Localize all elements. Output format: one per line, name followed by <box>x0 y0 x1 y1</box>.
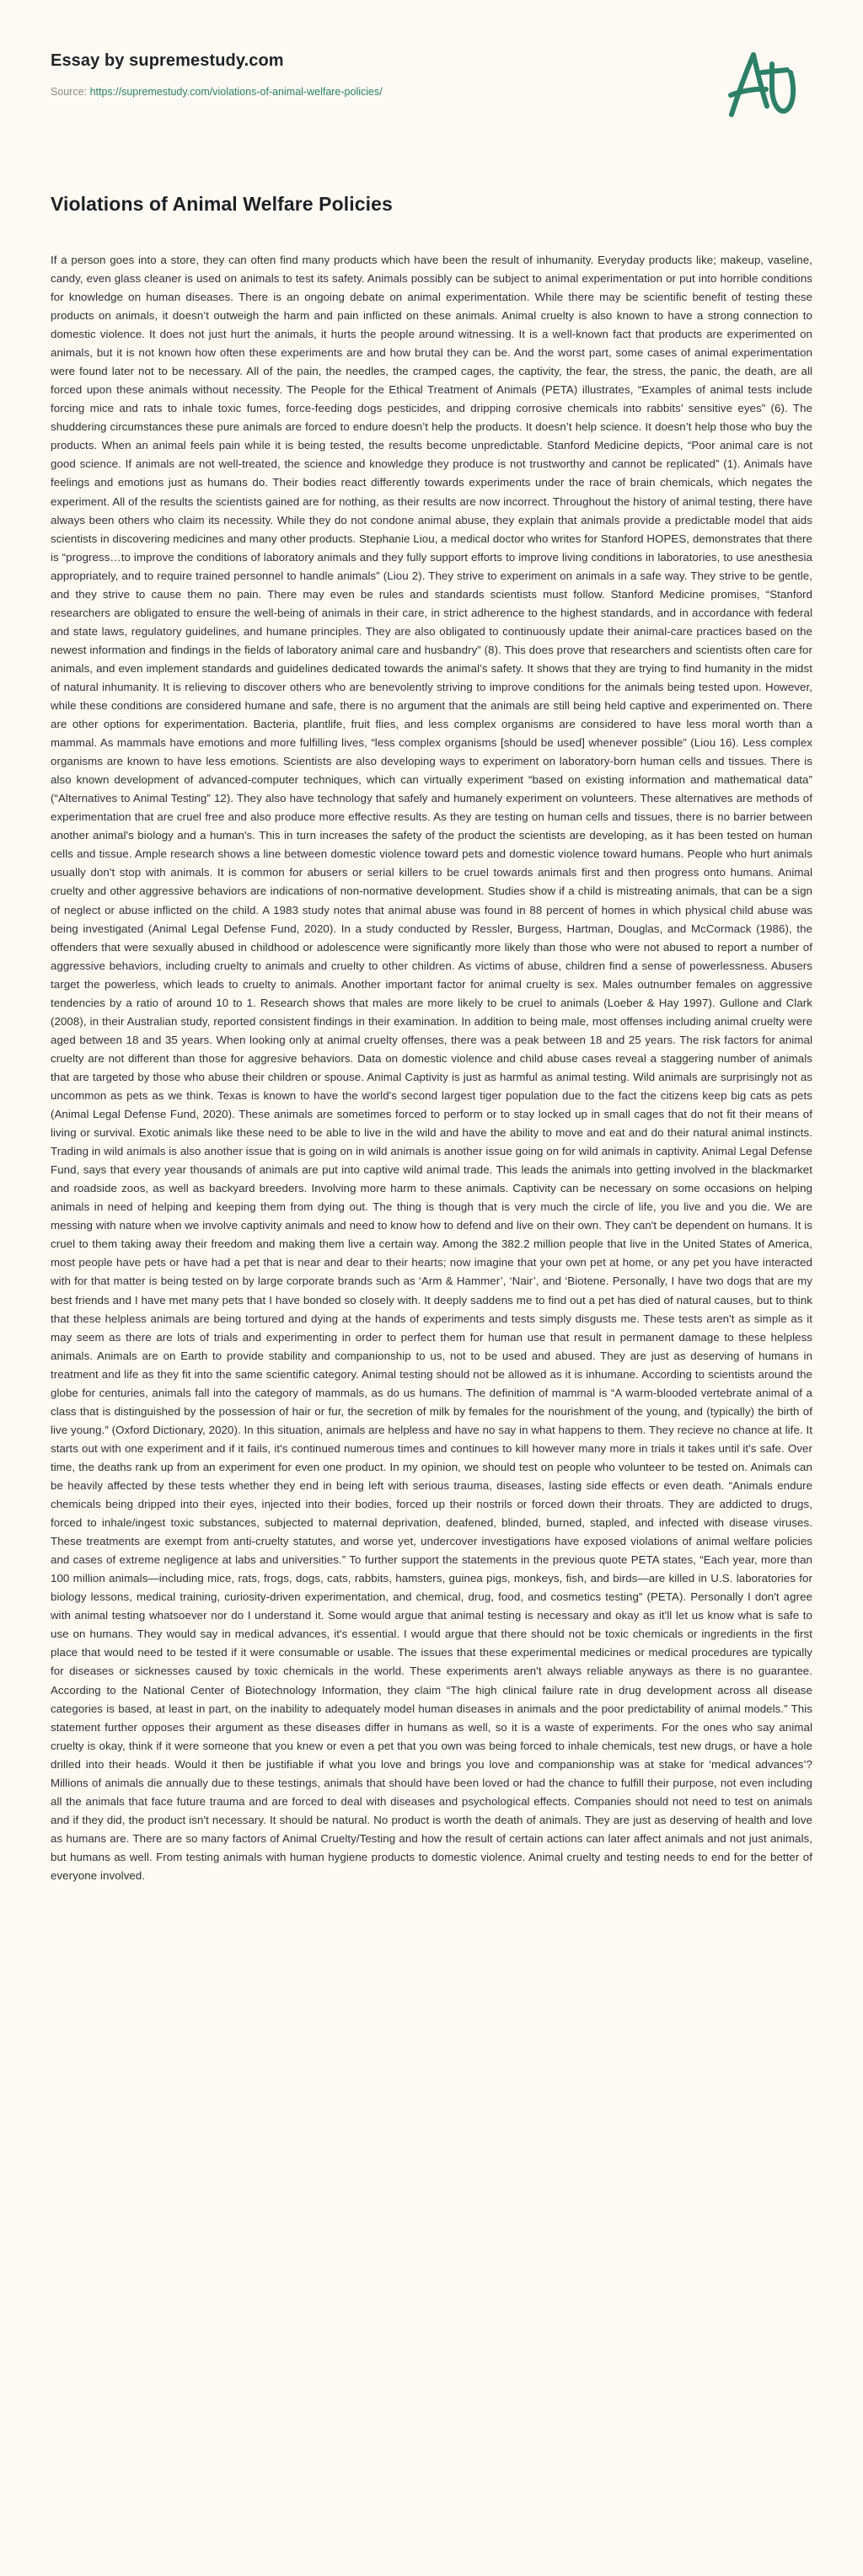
site-header <box>0 0 863 101</box>
aplus-logo-icon <box>725 44 797 121</box>
source-label: Source: <box>51 86 88 98</box>
document-body <box>0 192 863 1944</box>
essay-paragraph: If a person goes into a store, they can often find many products which have been the result of inhumanity. Everyday products like; makeup, vaseline, candy, even glass cleaner is used on animals to test its safety. Animals possibly can be subject to animal experimentation or put into horrible conditions for knowledge on human diseases. There is an ongoing debate on animal experimentation. While there may be scientific benefit of testing these products on animals, it doesn’t outweigh the harm and pain inflicted on these animals. Animal cruelty is also known to have a strong connection to domestic violence. It does not just hurt the animals, it hurts the people around witnessing. It is a well-known fact that products are experimented on animals, but it is not known how often these experiments are and how brutal they can be. And the worst part, some cases of animal experimentation were found later not to be necessary. All of the pain, the needles, the cramped cages, the captivity, the fear, the stress, the panic, the death, are all forced upon these animals without necessity. The People for the Ethical Treatment of Animals (PETA) illustrates, “Examples of animal tests include forcing mice and rats to inhale toxic fumes, force-feeding dogs pesticides, and dripping corrosive chemicals into rabbits’ sensitive eyes” (6). The shuddering circumstances these pure animals are forced to endure doesn’t help the products. It doesn’t help science. It doesn’t help those who buy the products. When an animal feels pain while it is being tested, the results become unpredictable. Stanford Medicine depicts, “Poor animal care is not good science. If animals are not well-treated, the science and knowledge they produce is not trustworthy and cannot be replicated” (1). Animals have feelings and emotions just as humans do. Their bodies react differently towards experiments under the race of brain chemicals, which negates the experiment. All of the results the scientists gained are for nothing, as their results are now incorrect. Throughout the history of animal testing, there have always been others who claim its necessity. While they do not condone animal abuse, they explain that animals provide a predictable model that aids scientists in discovering medicines and many other products. Stephanie Liou, a medical doctor who writes for Stanford HOPES, demonstrates that there is “progress…to improve the conditions of laboratory animals and they fully support efforts to improve living conditions in laboratories, to use anesthesia appropriately, and to require trained personnel to handle animals” (Liou 2). They strive to experiment on animals in a safe way. They strive to be gentle, and they strive to cause them no pain. There may even be rules and standards scientists must follow. Stanford Medicine promises, “Stanford researchers are obligated to ensure the well-being of animals in their care, in strict adherence to the highest standards, and in accordance with federal and state laws, regulatory guidelines, and humane principles. They are also obligated to continuously update their animal-care practices based on the newest information and findings in the fields of laboratory animal care and husbandry” (8). This does prove that researchers and scientists often care for animals, and even implement standards and guidelines dedicated towards the animal’s safety. It shows that they are trying to find humanity in the midst of natural inhumanity. It is relieving to discover others who are benevolently striving to improve conditions for the animals being tested upon. However, while these conditions are considered humane and safe, there is no argument that the animals are still being held captive and experimented on. There are other options for experimentation. Bacteria, plantlife, fruit flies, and less complex organisms are considered to have less moral worth than a mammal. As mammals have emotions and more fulfilling lives, “less complex organisms [should be used] whenever possible” (Liou 16). Less complex organisms are known to have less emotions. Scientists are also developing ways to experiment on laboratory-born human cells and tissues. There is also known development of advanced-computer techniques, which can virtually experiment “based on existing information and mathematical data” (“Alternatives to Animal Testing” 12). They also have technology that safely and humanely experiment on volunteers. These alternatives are methods of experimentation that are cruel free and also produce more effective results. As they are testing on human cells and tissues, there is no barrier between another animal's biology and a human's. This in turn increases the safety of the product the scientists are developing, as it has been tested on human cells and tissue. Ample research shows a line between domestic violence toward pets and domestic violence toward humans. People who hurt animals usually don't stop with animals. It is common for abusers or serial killers to be cruel towards animals first and then progress onto humans. Animal cruelty and other aggressive behaviors are indications of non-normative development. Studies show if a child is mistreating animals, that can be a sign of neglect or abuse inflicted on the child. A 1983 study notes that animal abuse was found in 88 percent of homes in which physical child abuse was being investigated (Animal Legal Defense Fund, 2020). In a study conducted by Ressler, Burgess, Hartman, Douglas, and McCormack (1986), the offenders that were sexually abused in childhood or adolescence were significantly more likely than those who were not abused to report a number of aggressive behaviors, including cruelty to animals and cruelty to other children. As victims of abuse, children find a sense of powerlessness. Abusers target the powerless, which leads to cruelty to animals. Another important factor for animal cruelty is sex. Males outnumber females on aggressive tendencies by a ratio of around 10 to 1. Research shows that males are more likely to be cruel to animals (Loeber & Hay 1997). Gullone and Clark (2008), in their Australian study, reported consistent findings in their examination. In addition to being male, most offenses including animal cruelty were aged between 18 and 35 years. When looking only at animal cruelty offenses, there was a peak between 18 and 25 years. The risk factors for animal cruelty are not different than those for aggresive behaviors. Data on domestic violence and child abuse cases reveal a staggering number of animals that are targeted by those who abuse their children or spouse. Animal Captivity is just as harmful as animal testing. Wild animals are surprisingly not as uncommon as pets as we think. Texas is known to have the world's second largest tiger population due to the fact the citizens keep big cats as pets (Animal Legal Defense Fund, 2020). These animals are sometimes forced to perform or to stay locked up in small cages that do not fit their means of living or survival. Exotic animals like these need to be able to live in the wild and have the ability to move and eat and do their natural animal instincts. Trading in wild animals is also another issue that is going on in wild animals is another issue going on for wild animals in captivity. Animal Legal Defense Fund, says that every year thousands of animals are put into captive wild animal trade. This leads the animals into getting involved in the blackmarket and roadside zoos, as well as backyard breeders. Involving more harm to these animals. Captivity can be necessary on some occasions on helping animals in need of helping and keeping them from dying out. The thing is though that is very much the circle of life, you live and you die. We are messing with nature when we involve captivity animals and need to know how to defend and live on their own. They can't be dependent on humans. It is cruel to them taking away their freedom and making them live a certain way. Among the 382.2 million people that live in the United States of America, most people have pets or have had a pet that is near and dear to their hearts; now imagine that your own pet at home, or any pet you have interacted with for that matter is being tested on by large corporate brands such as ‘Arm & Hammer’, ‘Nair’, and ‘Biotene. Personally, I have two dogs that are my best friends and I have met many pets that I have bonded so closely with. It deeply saddens me to find out a pet has died of natural causes, but to think that these helpless animals are being tortured and dying at the hands of experiments and tests simply disgusts me. These tests aren't as simple as it may seem as there are lots of trials and experimenting in order to perfect them for human use that result in permanent damage to these helpless animals. Animals are on Earth to provide stability and companionship to us, not to be used and abused. They are just as deserving of humans in treatment and life as they fit into the same scientific category. Animal testing should not be allowed as it is inhumane. According to scientists around the globe for centuries, animals fall into the category of mammals, as do us humans. The definition of mammal is “A warm-blooded vertebrate animal of a class that is distinguished by the possession of hair or fur, the secretion of milk by females for the nourishment of the young, and (typically) the birth of live young.” (Oxford Dictionary, 2020). In this situation, animals are helpless and have no say in what happens to them. They recieve no chance at life. It starts out with one experiment and if it fails, it's continued numerous times and continues to kill however many more in trials it takes until it's safe. Over time, the deaths rank up from an experiment for even one product. In my opinion, we should test on people who volunteer to be tested on. Animals can be heavily affected by these tests whether they end in being left with serious trauma, diseases, lasting side effects or even death. “Animals endure chemicals being dripped into their eyes, injected into their bodies, forced up their nostrils or forced down their throats. They are addicted to drugs, forced to inhale/ingest toxic substances, subjected to maternal deprivation, deafened, blinded, burned, stapled, and infected with disease viruses. These treatments are exempt from anti-cruelty statutes, and worse yet, undercover investigations have exposed violations of animal welfare policies and cases of extreme negligence at labs and universities.” To further support the statements in the previous quote PETA states, “Each year, more than 100 million animals—including mice, rats, frogs, dogs, cats, rabbits, hamsters, guinea pigs, monkeys, fish, and birds—are killed in U.S. laboratories for biology lessons, medical training, curiosity-driven experimentation, and chemical, drug, food, and cosmetics testing” (PETA). Personally I don't agree with animal testing whatsoever nor do I understand it. Some would argue that animal testing is necessary and okay as it'll let us know what is safe to use on humans. They would say in medical advances, it's essential. I would argue that there should not be toxic chemicals or ingredients in the first place that would need to be tested if it were consumable or usable. The issues that these experimental medicines or medical procedures are typically for diseases or sicknesses caused by toxic chemicals in the world. These experiments aren't always reliable anyways as there is no guarantee. According to the National Center of Biotechnology Information, they claim “The high clinical failure rate in drug development across all disease categories is based, at least in part, on the inability to adequately model human diseases in animals and the poor predictability of animal models.” This statement further opposes their argument as these diseases differ in humans as well, so it is a waste of experiments. For the ones who say animal cruelty is okay, think if it were someone that you knew or even a pet that you own was being forced to inhale chemicals, test new drugs, or have a hole drilled into their heads. Would it then be justifiable if what you love and brings you love and companionship was at stake for ‘medical advances’? Millions of animals die annually due to these testings, animals that should have been loved or had the chance to fulfill their purpose, not even including all the animals that face future trauma and are forced to deal with diseases and psychological effects. Companies should not need to test on animals and if they did, the product isn't necessary. It should be natural. No product is worth the death of animals. They are just as deserving of health and love as humans are. There are so many factors of Animal Cruelty/Testing and how the result of certain actions can later affect animals and not just animals, but humans as well. From testing animals with human hygiene products to domestic violence. Animal cruelty and testing needs to end for the better of everyone involved. <box>51 253 812 1882</box>
essay-byline: Essay by supremestudy.com <box>51 51 284 70</box>
source-line <box>51 85 812 99</box>
page-title: Violations of Animal Welfare Policies <box>51 193 393 215</box>
source-url-link[interactable]: https://supremestudy.com/violations-of-animal-welfare-policies/ <box>89 86 383 98</box>
